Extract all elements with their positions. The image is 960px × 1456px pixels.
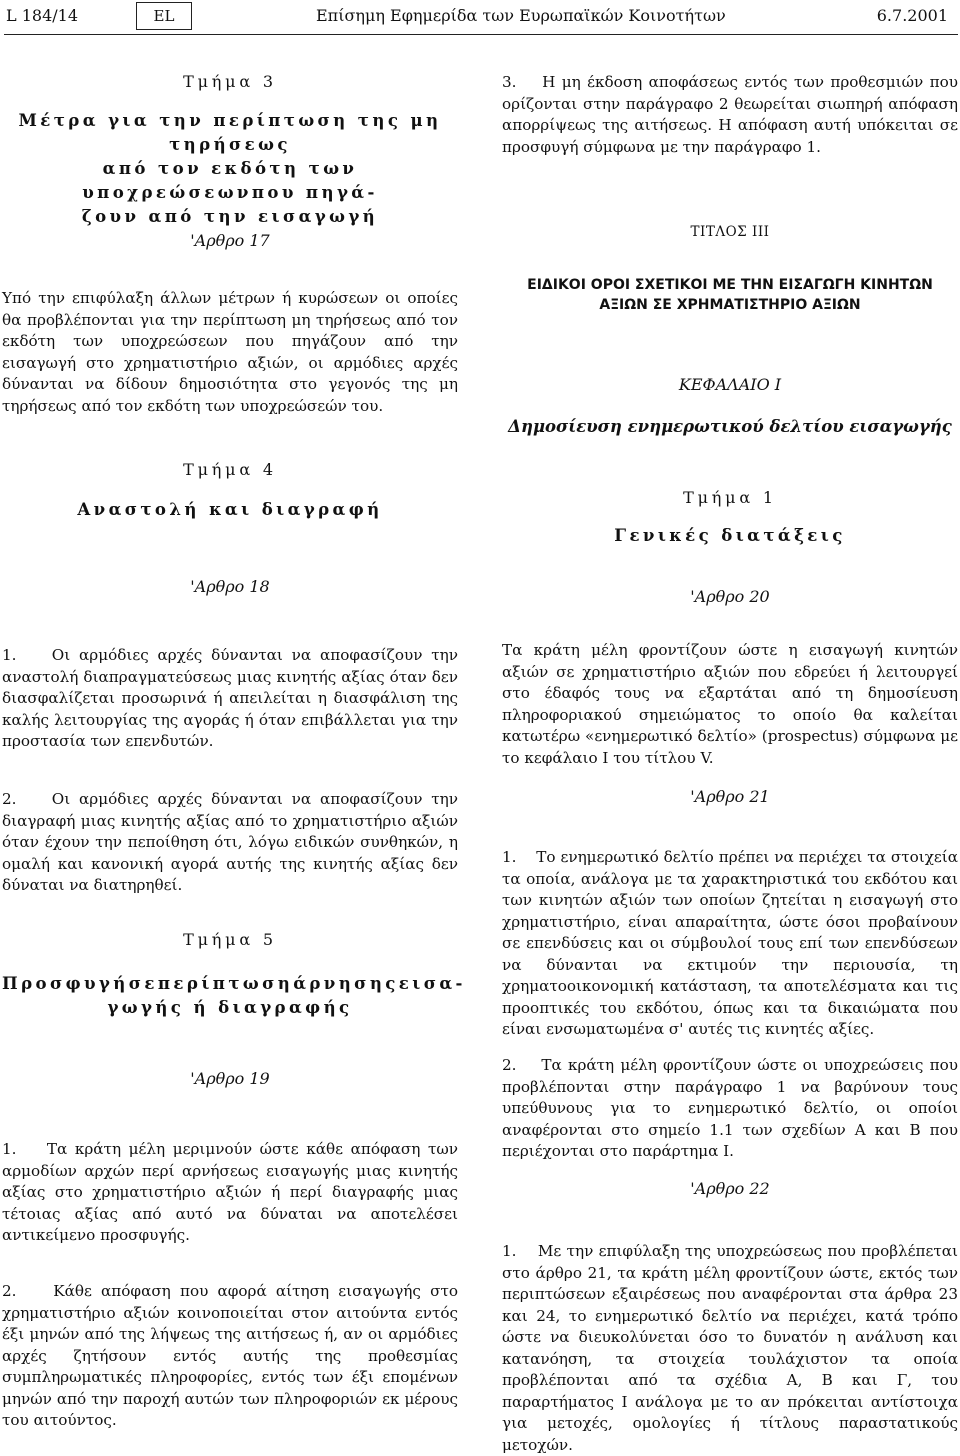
section-5-label: Τμήμα 5 bbox=[183, 930, 277, 949]
language-box: EL bbox=[136, 2, 192, 30]
journal-header bbox=[0, 0, 960, 34]
section-5-title bbox=[2, 971, 466, 1019]
section-5-title-line-2: γωγής ή διαγραφής bbox=[107, 997, 353, 1017]
article-17-heading: 'Αρθρο 17 bbox=[190, 231, 270, 250]
journal-title: Επίσημη Εφημερίδα των Ευρωπαϊκών Κοινοτήτων bbox=[316, 6, 726, 25]
article-22-heading: 'Αρθρο 22 bbox=[690, 1179, 770, 1198]
article-18-paragraph-2: 2. Οι αρμόδιες αρχές δύνανται να αποφασίζουν την διαγραφή μιας κινητής αξίας από το χρηματιστήριο αξιών όταν έχουν την πεποίθηση ότι, λόγω ειδικών συνθηκών, η ομαλή και κανονική αγορά αυτής της κινητής αξίας δεν δύναται να διατηρηθεί. bbox=[2, 790, 458, 894]
section-3-title-line: από τον εκδότη των υποχρεώσεωνπου πηγά- bbox=[82, 158, 378, 202]
article-18-heading: 'Αρθρο 18 bbox=[190, 577, 270, 596]
publication-date: 6.7.2001 bbox=[876, 6, 948, 25]
chapter-1-label: ΚΕΦΑΛΑΙΟ Ι bbox=[678, 375, 782, 394]
section-5-title-word: εισα- bbox=[398, 973, 466, 993]
page-reference: L 184/14 bbox=[6, 6, 78, 25]
section-3-title bbox=[2, 108, 458, 228]
section-3-title-line: ζουν από την εισαγωγή bbox=[81, 206, 379, 226]
article-21-heading: 'Αρθρο 21 bbox=[690, 787, 770, 806]
article-21-paragraph-2: 2. Τα κράτη μέλη φροντίζουν ώστε οι υποχρεώσεις που προβλέπονται στην παράγραφο 1 να βαρύνουν τους υπεύθυνους για το ενημερωτικό δελτίο, οι οποίοι αναφέρονται στο σημείο 1.1 των σχεδίων Α και Β που περιέχονται στο παράρτημα Ι. bbox=[502, 1056, 958, 1160]
section-5-title-word: άρνησης bbox=[293, 973, 399, 993]
section-5-title-word: σε bbox=[128, 973, 158, 993]
header-rule bbox=[4, 34, 958, 35]
section-5-title-line-1 bbox=[2, 971, 466, 995]
article-17-text: Υπό την επιφύλαξη άλλων μέτρων ή κυρώσεων οι οποίες θα προβλέπονται για την περίπτωση μη τηρήσεως από τον εκδότη των υποχρεώσεων που πηγάζουν από την εισαγωγή στο χρηματιστήριο αξιών, οι αρμόδιες αρχές δύνανται να δίδουν δημοσιότητα στο γεγονός της μη τηρήσεως από τον εκδότη των υποχρεώσεών του. bbox=[2, 289, 458, 415]
article-18-paragraph-1: 1. Οι αρμόδιες αρχές δύνανται να αποφασίζουν την αναστολή διαπραγματεύσεως μιας κινητής αξίας όταν δεν διασφαλίζεται προσωρινά ή απειλείται η διασφάλιση της καλής λειτουργίας της αγοράς ή όταν επιβάλλεται για την προστασία των επενδυτών. bbox=[2, 646, 458, 750]
article-21-paragraph-1: 1. Το ενημερωτικό δελτίο πρέπει να περιέχει τα στοιχεία τα οποία, ανάλογα με τα χαρακτηριστικά του εκδότου και των κινητών αξιών των οποίων ζητείται η εισαγωγή στο χρηματιστήριο, είναι απαραίτητα, ώστε όσοι προβαίνουν σε επενδύσεις και οι σύμβουλοί τους επί των επενδύσεων να δύνανται να εκτιμούν την περιουσία, τη χρηματοοικονομική κατάσταση, τα αποτελέσματα και τις προοπτικές του εκδότου, όπως και τα δικαιώματα που είναι ενσωματωμένα σ' αυτές τις κινητές αξίες. bbox=[502, 848, 958, 1038]
article-20-text: Τα κράτη μέλη φροντίζουν ώστε η εισαγωγή κινητών αξιών σε χρηματιστήριο αξιών που εδρεύει ή λειτουργεί στο έδαφός τους να εξαρτάται από τη δημοσίευση πληροφοριακού σημειώματος το οποίο θα καλείται κατωτέρω «ενημερωτικό δελτίο» (prospectus) σύμφωνα με το κεφάλαιο Ι του τίτλου V. bbox=[502, 641, 958, 767]
section-1-label: Τμήμα 1 bbox=[683, 488, 777, 507]
section-1-title: Γενικές διατάξεις bbox=[614, 525, 846, 545]
article-22-paragraph-1: 1. Με την επιφύλαξη της υποχρεώσεως που προβλέπεται στο άρθρο 21, τα κράτη μέλη φροντίζουν ώστε, εκτός των περιπτώσεων εξαιρέσεως που αναφέρονται στα άρθρα 23 και 24, το ενημερωτικό δελτίο να περιέχει, κατά τρόπο ώστε να διευκολύνεται όσο το δυνατόν η ανάλυση και κατανόηση, τα στοιχεία τουλάχιστον τα οποία προβλέπονται από τα σχέδια Α, Β και Γ, του παραρτήματος Ι ανάλογα με το αν πρόκειται αντίστοιχα για μετοχές, ομολογίες ή τίτλους παραστατικούς μετοχών. bbox=[502, 1242, 958, 1454]
section-4-title: Αναστολή και διαγραφή bbox=[77, 499, 383, 519]
section-4-label: Τμήμα 4 bbox=[183, 460, 277, 479]
article-20-heading: 'Αρθρο 20 bbox=[690, 587, 770, 606]
article-19-heading: 'Αρθρο 19 bbox=[190, 1069, 270, 1088]
title-3-label: ΤΙΤΛΟΣ III bbox=[690, 224, 770, 240]
article-19-paragraph-1: 1. Τα κράτη μέλη μεριμνούν ώστε κάθε απόφαση των αρμοδίων αρχών περί αρνήσεως εισαγωγής μιας κινητής αξίας στο χρηματιστήριο αξιών ή περί διαγραφής μιας τέτοιας αξίας από αυτό να δύναται να αποτελέσει αντικείμενο προσφυγής. bbox=[2, 1140, 458, 1244]
article-19-paragraph-2: 2. Κάθε απόφαση που αφορά αίτηση εισαγωγής στο χρηματιστήριο αξιών κοινοποιείται στον αιτούντα εντός έξι μηνών από της λήψεως της αιτήσεως ή, αν οι αρμόδιες αρχές ζητήσουν εντός αυτής της προθεσμίας συμπληρωματικές πληροφορίες, εντός των έξι επομένων μηνών από την παροχή αυτών των πληροφοριών εκ μέρους του αιτούντος. bbox=[2, 1282, 458, 1429]
section-5-title-word: περίπτωση bbox=[157, 973, 294, 993]
section-3-label: Τμήμα 3 bbox=[183, 72, 277, 91]
section-5-title-word: Προσφυγή bbox=[2, 973, 129, 993]
article-19-paragraph-3: 3. Η μη έκδοση αποφάσεως εντός των προθεσμιών που ορίζονται στην παράγραφο 2 θεωρείται σιωπηρή απόφαση απορρίψεως της αιτήσεως. Η απόφαση αυτή υπόκειται σε προσφυγή σύμφωνα με την παράγραφο 1. bbox=[502, 73, 958, 156]
section-3-title-line: Μέτρα για την περίπτωση της μη τηρήσεως bbox=[18, 110, 442, 154]
chapter-1-title: Δημοσίευση ενημερωτικού δελτίου εισαγωγής bbox=[508, 417, 952, 436]
title-3-heading: ΕΙΔΙΚΟΙ ΟΡΟΙ ΣΧΕΤΙΚΟΙ ΜΕ ΤΗΝ ΕΙΣΑΓΩΓΗ ΚΙΝΗΤΩΝ ΑΞΙΩΝ ΣΕ ΧΡΗΜΑΤΙΣΤΗΡΙΟ ΑΞΙΩΝ bbox=[527, 277, 933, 313]
